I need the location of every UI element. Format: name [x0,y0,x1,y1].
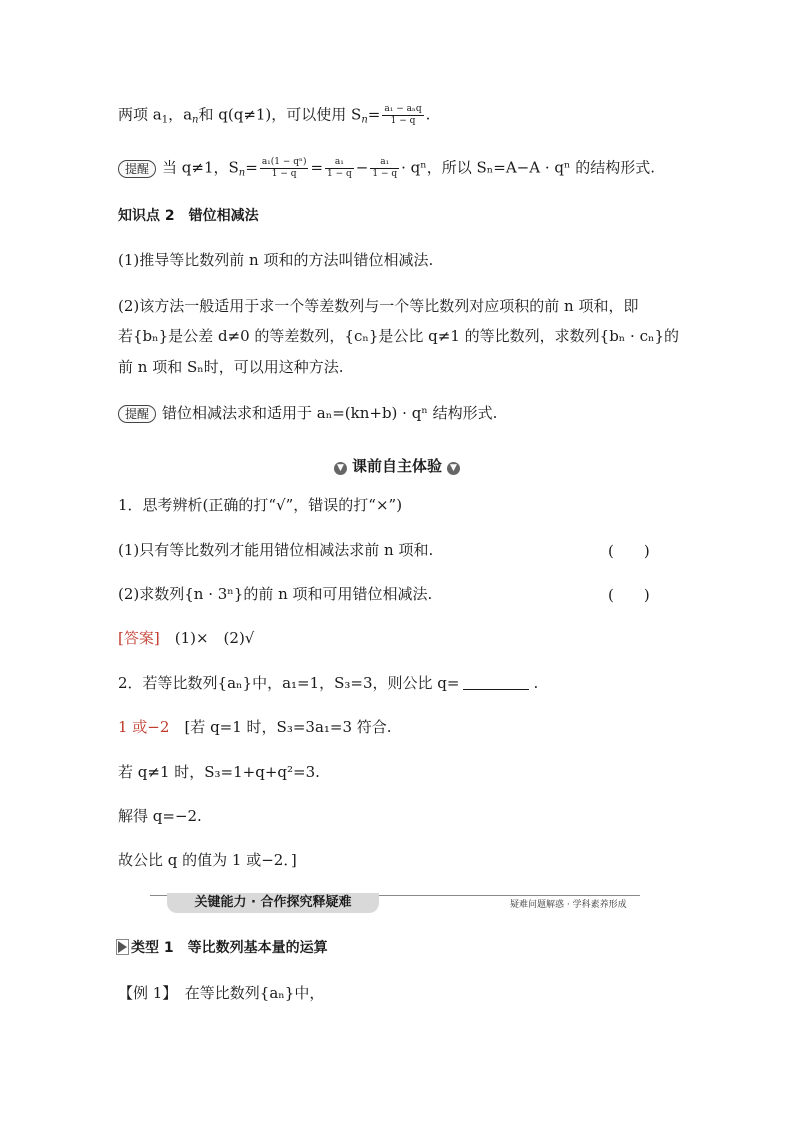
text-segment: [若 q=1 时，S₃=3a₁=3 符合. [184,718,392,736]
fill-in-blank [463,675,529,690]
section-title [0,455,794,476]
fraction-numerator: a₁ − aₙq [384,104,422,114]
text-segment: 错位相减法求和适用于 aₙ=(kn+b) · qⁿ 结构形式. [162,404,498,422]
section-title-text: 课前自主体验 [351,457,442,475]
question-2-text: 2．若等比数列{aₙ}中，a₁=1，S₃=3，则公比 q= [118,674,460,692]
fraction-denominator: 1 − q [327,169,352,179]
fraction [260,157,309,180]
fraction-numerator: a₁ [370,157,399,169]
text-segment: 两项 a [118,105,162,124]
type-1-heading [118,938,328,958]
tip-badge: 提醒 [118,160,156,178]
fraction-numerator: a₁(1 − qⁿ) [261,157,307,167]
solution-line-2: 若 q≠1 时，S₃=1+q+q²=3. [118,763,320,781]
answer-text: (1)× (2)√ [174,629,255,647]
tip-badge: 提醒 [118,405,156,423]
type-1-title: 类型 1 等比数列基本量的运算 [131,940,328,956]
kp2-paragraph-2c: 前 n 项和 Sₙ时，可以用这种方法. [118,358,344,376]
text-segment: . [533,674,539,692]
text-segment: . [425,105,431,124]
answer-label: [答案] [118,629,160,647]
solution-answer: 1 或−2 [118,718,170,736]
fraction-numerator: a₁ [325,157,354,169]
solution-line-1 [118,717,392,737]
tip-2 [118,403,497,423]
tip-1: 提醒 当 q≠1，$S_n=$ $\frac{\text{a₁(1 − qⁿ)}}{1 - q}$ = $\frac{\text{a₁}}{1 - q}$ − $\frac{\text{a₁}}{1 - q}$ · qⁿ，所以 Sₙ=A−A · qⁿ 的结构形式. [118,157,655,184]
paragraph-formula-intro: 两项 $a_1$，$a_n$和 q(q≠1)，可以使用 $S_n=$ $\frac{\text{a₁ − aₙq}}{1 - q}$ . [118,104,431,126]
fraction [325,157,354,180]
chevron-down-icon: ▼ [334,462,347,475]
question-1-item-2: (2)求数列{n · 3ⁿ}的前 n 项和可用错位相减法. [118,585,433,603]
subscript: n [238,167,246,179]
kp2-paragraph-2b: 若{bₙ}是公差 d≠0 的等差数列，{cₙ}是公比 q≠1 的等比数列，求数列{bₙ · cₙ}的 [118,327,680,345]
text-segment: ，a [168,105,193,124]
text-segment: · qⁿ，所以 Sₙ=A−A · qⁿ 的结构形式. [401,158,656,177]
kp2-paragraph-1: (1)推导等比数列前 n 项和的方法叫错位相减法. [118,251,434,269]
text-segment: 当 q≠1，S [162,158,239,177]
knowledge-point-2-title: 知识点 2 错位相减法 [118,208,259,224]
section-banner-subtitle: 疑难问题解惑 · 学科素养形成 [510,900,627,910]
answer-blank-parens: ( ) [608,542,650,560]
chevron-down-icon: ▼ [447,462,460,475]
question-2 [118,673,538,693]
answer-line [118,628,254,648]
subscript: n [361,114,368,126]
example-1: 【例 1】 在等比数列{aₙ}中， [118,984,325,1002]
question-1-item-1: (1)只有等比数列才能用错位相减法求前 n 项和. [118,541,434,559]
fraction-denominator: 1 − q [271,169,297,179]
fraction-denominator: 1 − q [390,116,416,126]
fraction-denominator: 1 − q [372,169,398,179]
section-banner: 关键能力 · 合作探究释疑难 [167,893,379,913]
question-1-title: 1．思考辨析(正确的打“√”，错误的打“×”) [118,496,403,514]
kp2-paragraph-2a: (2)该方法一般适用于求一个等差数列与一个等比数列对应项积的前 n 项和，即 [118,297,639,315]
solution-line-4: 故公比 q 的值为 1 或−2．] [118,851,297,869]
triangle-marker-icon [118,941,127,953]
fraction [382,104,423,127]
answer-blank-parens: ( ) [608,586,650,604]
text-segment: 和 q(q≠1)，可以使用 S [198,105,362,124]
subscript: 1 [161,114,169,126]
fraction [370,157,399,180]
solution-line-3: 解得 q=−2. [118,807,202,825]
subscript: n [192,114,199,126]
